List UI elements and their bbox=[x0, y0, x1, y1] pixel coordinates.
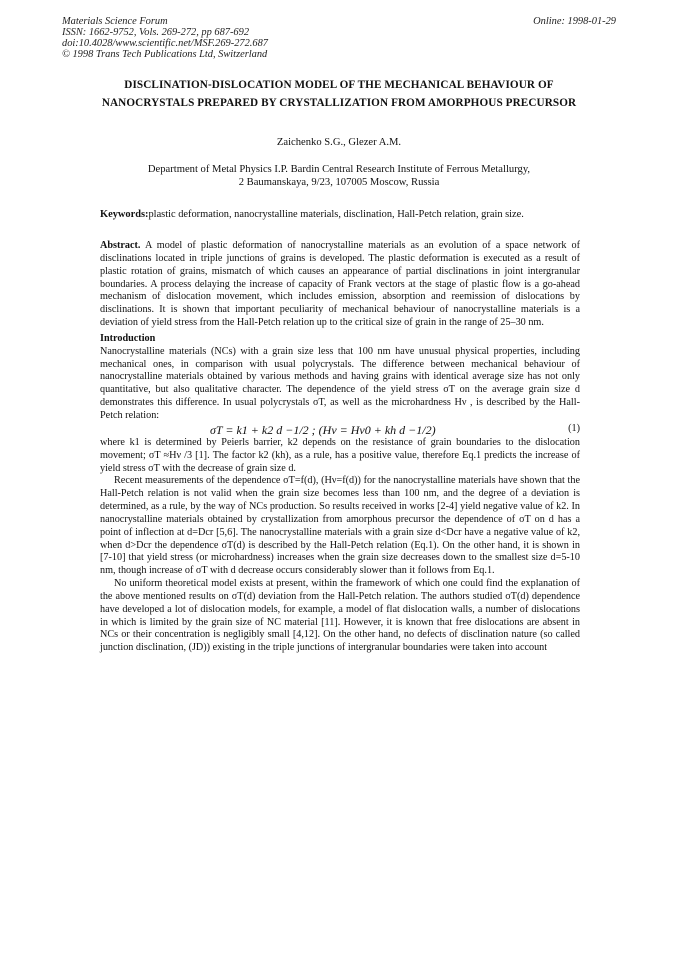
intro-paragraph-4: No uniform theoretical model exists at present, within the framework of which one could find the explanation of the above mentioned results on σT(d) deviation from the Hall-Petch relation. The authors studied σT(d) dependence have developed a lot of dislocation models, for example, a model of flat dislocation walls, a number of dislocations in which is limited by the grain size of NC material [11]. However, it is known that free dislocations are absent in NCs or their concentration is negligibly small [4,12]. On the other hand, no defects of disclination nature (so called junction disclination, (JD)) existing in the triple junctions of intergranular boundaries were taken into account bbox=[100, 578, 580, 654]
journal-header bbox=[62, 16, 268, 60]
intro-paragraph-3: Recent measurements of the dependence σT=f(d), (Hν=f(d)) for the nanocrystalline materials have shown that the Hall-Petch relation is not valid when the grain size becomes less than 100 nm, and the degree of a deviation is determined, as a rule, by the way of NCs production. So results received in works [2-4] yield negative value of k2. In nanocrystalline materials obtained by crystallization from amorphous precursor the dependence of σT on d has a point of inflection at d=Dcr [5,6]. The nanocrystalline materials with a grain size d<Dcr have a negative value of k2, when d>Dcr the dependence σT(d) is described by the Hall-Petch relation (Eq.1). On the other hand, it is shown in [7-10] that yield stress (or microhardness) increases when the grain size decreases down to the smallest size d=5-10 nm, though increase of σT with d decrease occurs considerably slower than it follows from Eq.1. bbox=[100, 475, 580, 577]
journal-name: Materials Science Forum bbox=[62, 16, 168, 27]
copyright-line: © 1998 Trans Tech Publications Ltd, Switzerland bbox=[62, 49, 268, 60]
abstract-text: A model of plastic deformation of nanocrystalline materials as an evolution of a space network of disclinations located in triple junctions of grains is developed. The plastic deformation is executed as a result of plastic rotation of grains, mismatch of which causes an appearance of partial disclinations in joint intergranular boundaries. A process delaying the increase of capacity of Frank vectors at the stage of plastic flow is a go-ahead mechanism of dislocation movement, which includes emission, absorption and reemission of dislocations by disclinations. It is shown that important peculiarity of mechanical behaviour of nanocrystalline materials is a deviation of yield stress from the Hall-Petch relation up to the critical size of grain in the range of 25–30 nm. bbox=[100, 240, 580, 329]
affiliation bbox=[62, 163, 616, 189]
keywords-label: Keywords: bbox=[100, 209, 149, 220]
intro-paragraph-2: where k1 is determined by Peierls barrier, k2 depends on the resistance of grain boundaries to the dislocation movement; σT ≈Hν /3 [1]. The factor k2 (kh), as a rule, has a positive value, therefore Eq.1 predicts the increase of yield stress σT with the decrease of grain size d. bbox=[100, 436, 580, 474]
affiliation-line-1: Department of Metal Physics I.P. Bardin Central Research Institute of Ferrous Metallurgy, bbox=[147, 164, 531, 175]
abstract bbox=[100, 240, 580, 330]
paper-title: DISCLINATION-DISLOCATION MODEL OF THE MECHANICAL BEHAVIOUR OF NANOCRYSTALS PREPARED BY CRYSTALLIZATION FROM AMORPHOUS PRECURSOR bbox=[101, 79, 577, 109]
online-date: Online: 1998-01-29 bbox=[533, 16, 616, 27]
keywords bbox=[100, 208, 578, 221]
paper-body bbox=[100, 240, 580, 655]
keywords-text: plastic deformation, nanocrystalline materials, disclination, Hall-Petch relation, grain size. bbox=[148, 209, 524, 220]
equation-number: (1) bbox=[568, 422, 580, 434]
paper-authors: Zaichenko S.G., Glezer A.M. bbox=[276, 137, 402, 148]
section-heading-introduction: Introduction bbox=[100, 332, 156, 344]
intro-paragraph-1: Nanocrystalline materials (NCs) with a grain size less that 100 nm have unusual physical properties, including mechanical ones, in comparison with usual polycrystals. The difference between mechanical behaviour of nanocrystalline materials obtained by various methods and having grains with identical average size has not only quantitative, but also qualitative character. The dependence of the yield stress σT on the average grain size d demonstrates this difference. In usual polycrystals σT, as well as the microhardness Hν , is described by the Hall-Petch relation: bbox=[100, 345, 580, 421]
affiliation-line-2: 2 Baumanskaya, 9/23, 107005 Moscow, Russia bbox=[238, 177, 440, 188]
doi-line: doi:10.4028/www.scientific.net/MSF.269-272.687 bbox=[62, 38, 268, 49]
issn-line: ISSN: 1662-9752, Vols. 269-272, pp 687-692 bbox=[62, 27, 250, 38]
equation-formula: σT = k1 + k2 d −1/2 ; (Hν = Hν0 + kh d −1/2) bbox=[210, 422, 436, 437]
hall-petch-equation bbox=[100, 423, 580, 437]
abstract-label: Abstract. bbox=[100, 240, 141, 251]
